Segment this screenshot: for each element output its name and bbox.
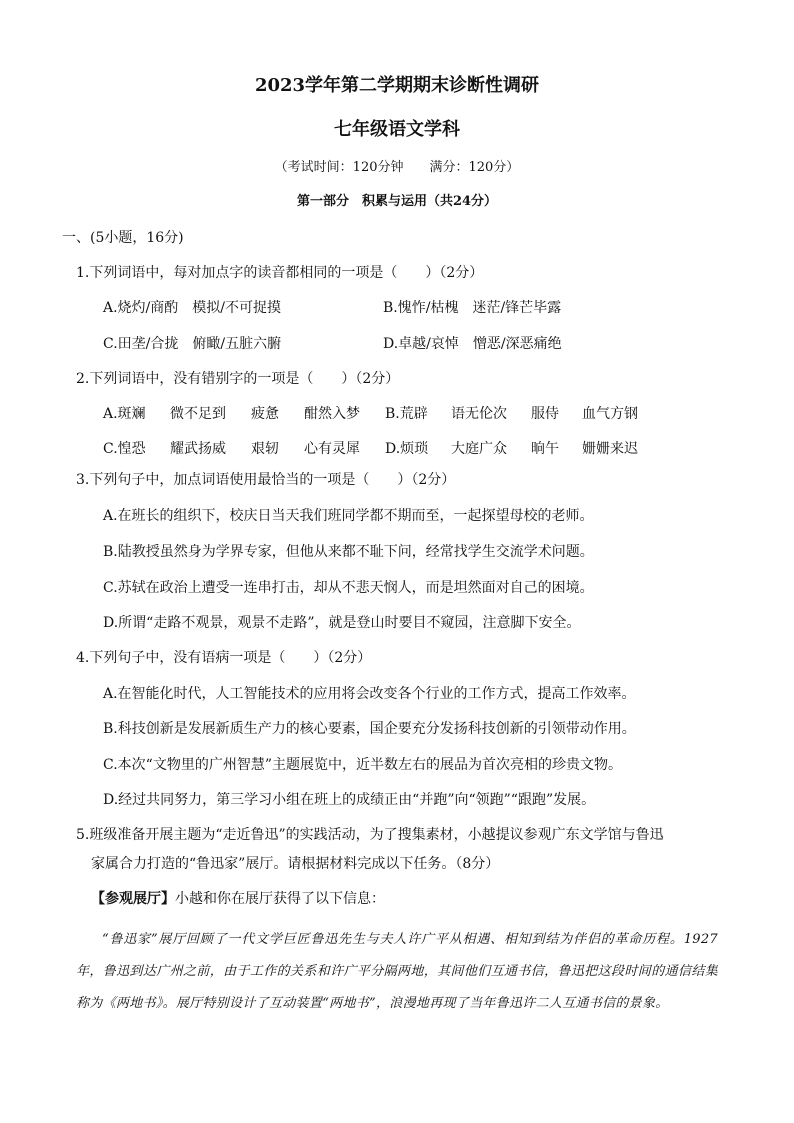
q4-option-c: C.本次“文物里的广州智慧”主题展览中，近半数左右的展品为首次亮相的珍贵文物。 xyxy=(103,757,622,773)
q3-option-a: A.在班长的组织下，校庆日当天我们班同学都不期而至，一起探望母校的老师。 xyxy=(103,508,594,524)
q2-word: 疲惫 xyxy=(251,406,279,422)
q2-word: B.荒辟 xyxy=(385,406,428,422)
q2-row-2 xyxy=(103,440,638,458)
q3-option-b: B.陆教授虽然身为学界专家，但他从来都不耻下问，经常找学生交流学术问题。 xyxy=(103,544,594,560)
q1-option-c: C.田垄/合拢 俯瞰/五脏六腑 xyxy=(103,336,282,352)
q3-option-d: D.所谓“走路不观景，观景不走路”，就是登山时要目不窥园，注意脚下安全。 xyxy=(103,615,581,631)
q2-word: C.惶恐 xyxy=(103,441,146,457)
q2-word: A.斑斓 xyxy=(103,406,146,422)
q4-option-a: A.在智能化时代，人工智能技术的应用将会改变各个行业的工作方式，提高工作效率。 xyxy=(103,686,636,702)
q2-row-1 xyxy=(103,405,638,423)
reading-passage xyxy=(76,924,718,1020)
q2-word: 服侍 xyxy=(531,406,559,422)
visit-text: 小越和你在展厅获得了以下信息： xyxy=(175,891,385,907)
q2-word: 语无伦次 xyxy=(451,406,507,422)
q5-stem-line-1: 5.班级准备开展主题为“走近鲁迅”的实践活动，为了搜集素材，小越提议参观广东文学馆与鲁迅 xyxy=(76,827,664,843)
q5-stem-line-2: 家属合力打造的“鲁迅家”展厅。请根据材料完成以下任务。（8分） xyxy=(91,856,500,872)
q2-word: 耀武扬威 xyxy=(170,441,226,457)
q2-word: 心有灵犀 xyxy=(304,441,360,457)
q3-option-c: C.苏轼在政治上遭受一连串打击，却从不悲天悯人，而是坦然面对自己的困境。 xyxy=(103,580,594,596)
q4-option-d: D.经过共同努力，第三学习小组在班上的成绩正由“并跑”向“领跑”“跟跑”发展。 xyxy=(103,792,596,808)
q2-word: 艰轫 xyxy=(251,441,279,457)
q1-option-d: D.卓越/哀悼 憎恶/深恶痛绝 xyxy=(383,336,562,352)
exam-info: （考试时间：120分钟 满分：120分） xyxy=(274,160,520,175)
exam-subtitle: 七年级语文学科 xyxy=(334,119,460,140)
q1-option-a: A.烧灼/商酌 模拟/不可捉摸 xyxy=(103,300,281,316)
q2-word: 大庭广众 xyxy=(451,441,507,457)
visit-label: 【参观展厅】 xyxy=(91,891,175,907)
q1-option-b: B.愧怍/枯槐 迷茫/锋芒毕露 xyxy=(383,300,562,316)
q4-option-b: B.科技创新是发展新质生产力的核心要素，国企要充分发扬科技创新的引领带动作用。 xyxy=(103,721,636,737)
exam-title: 2023学年第二学期期末诊断性调研 xyxy=(254,75,540,96)
q5-visit xyxy=(91,890,385,908)
passage-paragraph: “鲁迅家”展厅回顾了一代文学巨匠鲁迅先生与夫人许广平从相遇、相知到结为伴侣的革命历程。1927年，鲁迅到达广州之前，由于工作的关系和许广平分隔两地，其间他们互通书信，鲁迅把这段时间的通信结集称为《两地书》。展厅特别设计了互动装置“两地书”，浪漫地再现了当年鲁迅许二人互通书信的景象。 xyxy=(76,932,718,1011)
q2-word: 血气方钢 xyxy=(582,406,638,422)
section-heading: 一、(5小题，16分) xyxy=(62,230,184,246)
q2-word: 酣然入梦 xyxy=(304,406,360,422)
q2-word: D.烦琐 xyxy=(385,441,429,457)
q2-word: 晌午 xyxy=(531,441,559,457)
q4-stem: 4.下列句子中，没有语病一项是（ ）（2分） xyxy=(76,650,372,666)
q1-stem: 1.下列词语中，每对加点字的读音都相同的一项是（ ）（2分） xyxy=(76,265,484,281)
q2-word: 微不足到 xyxy=(170,406,226,422)
part-title: 第一部分 积累与运用（共24分） xyxy=(296,194,498,209)
q2-stem: 2.下列词语中，没有错别字的一项是（ ）（2分） xyxy=(76,371,400,387)
q3-stem: 3.下列句子中，加点词语使用最恰当的一项是（ ）（2分） xyxy=(76,472,456,488)
q2-word: 姗姗来迟 xyxy=(582,441,638,457)
